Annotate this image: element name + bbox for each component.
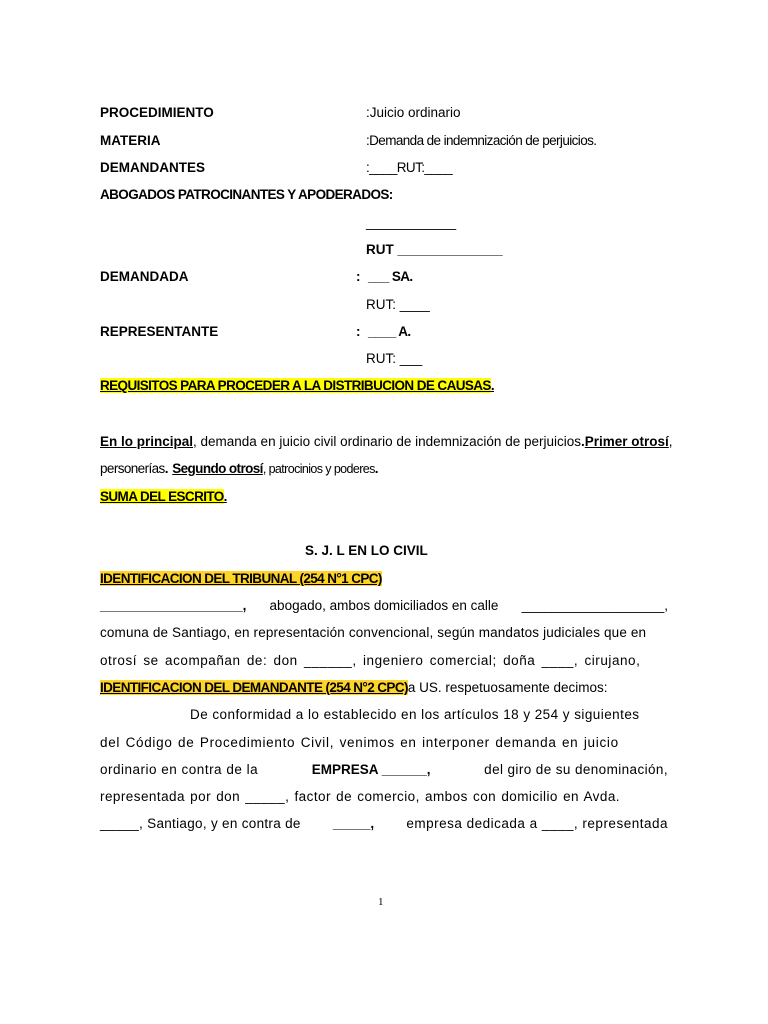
demandada-colon: :: [356, 269, 361, 284]
body-line-1: [100, 597, 668, 615]
materia-label: MATERIA: [100, 133, 161, 148]
body-l4-rest: a US. respetuosamente decimos:: [407, 680, 608, 695]
abogados-label: ABOGADOS PATROCINANTES Y APODERADOS:: [100, 187, 393, 202]
body-para-3: [100, 761, 668, 779]
court-heading: S. J. L EN LO CIVIL: [305, 543, 428, 558]
body-l1-text: abogado, ambos domiciliados en calle: [269, 598, 499, 613]
principal-text: , demanda en juicio civil ordinario de indemnización de perjuicios: [193, 434, 581, 449]
body-para-4: [100, 788, 668, 806]
body-para-5: [100, 815, 668, 833]
body-p4-text: representada por don _____, factor de comercio, ambos con domicilio en Avda.: [100, 789, 620, 804]
body-p5-a: _____, Santiago, y en contra de: [100, 816, 301, 831]
summary-primer: Primer otrosí,: [584, 434, 673, 449]
body-p3-empresa: EMPRESA ______,: [311, 762, 431, 777]
body-p3-c: del giro de su denominación,: [484, 762, 668, 777]
body-p3-a: ordinario en contra de la: [100, 762, 259, 777]
summary-line-1: [100, 433, 673, 451]
body-para-1: [190, 706, 668, 724]
representante-colon: :: [356, 324, 361, 339]
body-p5-c: empresa dedicada a ____, representada: [406, 816, 668, 831]
body-l1-blank: ___________________,: [100, 598, 247, 613]
body-para-2: [100, 734, 668, 752]
demandada-label: DEMANDADA: [100, 269, 189, 284]
demandantes-label: DEMANDANTES: [100, 160, 206, 175]
segundo-otrosi-label: Segundo otrosí: [172, 461, 263, 476]
summary-line-2: personerías. Segundo otrosí, patrocinios y poderes.: [100, 461, 379, 476]
demandantes-value: :____RUT:____: [366, 160, 453, 175]
representante-label: REPRESENTANTE: [100, 324, 219, 339]
demandada-rut: RUT: ____: [366, 297, 430, 312]
body-line-4: [100, 679, 608, 697]
body-p1-text: De conformidad a lo establecido en los artículos 18 y 254 y siguientes: [190, 707, 640, 722]
body-l3-text: otrosí se acompañan de: don ______, ingeniero comercial; doña ____, cirujano,: [100, 653, 641, 668]
representante-rut: RUT: ___: [366, 351, 423, 366]
abogados-blank: ____________: [366, 215, 457, 230]
tribunal-highlight: IDENTIFICACION DEL TRIBUNAL (254 N°1 CPC): [100, 571, 382, 586]
representante-value: ____ A.: [368, 324, 411, 339]
requisitos-highlight: REQUISITOS PARA PROCEDER A LA DISTRIBUCION DE CAUSAS: [100, 378, 491, 393]
summary-principal: En lo principal, demanda en juicio civil ordinario de indemnización de perjuicios.: [100, 434, 585, 449]
segundo-text: , patrocinios y poderes: [262, 462, 375, 476]
body-p2-text: del Código de Procedimiento Civil, venimos en interponer demanda en juicio: [100, 735, 619, 750]
suma-del-escrito: SUMA DEL ESCRITO.: [100, 489, 227, 504]
requisitos-heading: REQUISITOS PARA PROCEDER A LA DISTRIBUCION DE CAUSAS.: [100, 378, 494, 393]
materia-value: :Demanda de indemnización de perjuicios.: [366, 133, 597, 148]
body-p5-b: _____,: [332, 816, 375, 831]
procedimiento-label: PROCEDIMIENTO: [100, 105, 214, 120]
body-l2-text: comuna de Santiago, en representación convencional, según mandatos judiciales que en: [100, 625, 647, 640]
suma-highlight: SUMA DEL ESCRITO: [100, 489, 224, 504]
page-number: 1: [378, 896, 384, 908]
personerias-text: personerías: [100, 461, 165, 476]
body-l1-blank2: ___________________,: [521, 598, 668, 613]
identificacion-tribunal: [100, 570, 382, 588]
primer-otrosi-label: Primer otrosí: [584, 434, 669, 449]
body-line-3: [100, 652, 668, 670]
body-line-2: [100, 624, 668, 642]
abogados-rut: RUT ______________: [366, 242, 503, 257]
demandada-value: ___ SA.: [368, 269, 413, 284]
principal-label: En lo principal: [100, 434, 194, 449]
identificacion-demandante: IDENTIFICACION DEL DEMANDANTE (254 N°2 CPC): [100, 680, 408, 695]
procedimiento-value: :Juicio ordinario: [366, 105, 461, 120]
